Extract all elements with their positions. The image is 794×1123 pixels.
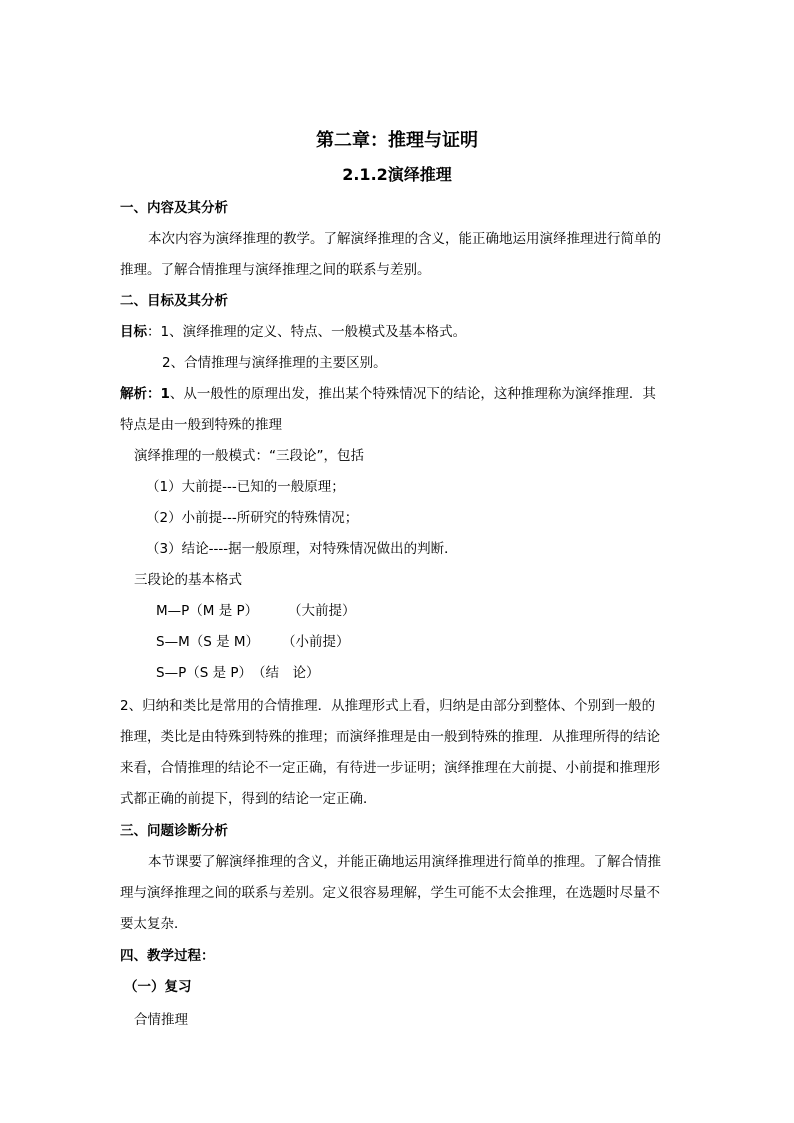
point2-line-2: 推理，类比是由特殊到特殊的推理；而演绎推理是由一般到特殊的推理．从推理所得的结论 [120,729,660,745]
section2-heading: 二、目标及其分析 [120,293,228,309]
analysis-number: ：1 [147,386,170,402]
analysis-text-1: 、从一般性的原理出发，推出某个特殊情况下的结论，这种推理称为演绎推理．其 [169,386,656,402]
format-row-1-expr: M—P（M 是 P） [156,603,259,619]
mode-item-3: （3）结论----据一般原理，对特殊情况做出的判断． [146,541,458,557]
format-row-1-note: （大前提） [288,603,356,619]
analysis-label: 解析 [120,386,147,402]
chapter-title: 第二章：推理与证明 [316,130,478,151]
point2-line-1: 2、归纳和类比是常用的合情推理．从推理形式上看，归纳是由部分到整体、个别到一般的 [120,698,656,714]
goal-line-1 [120,322,466,342]
section1-paragraph-line-1: 本次内容为演绎推理的教学。了解演绎推理的含义，能正确地运用演绎推理进行简单的 [148,231,661,247]
mode-item-1: （1）大前提---已知的一般原理； [146,479,345,495]
section3-line-3: 要太复杂． [120,916,188,932]
section1-paragraph-line-2: 推理。了解合情推理与演绎推理之间的联系与差别。 [120,262,431,278]
format-row-2-expr: S—M（S 是 M） [156,634,260,650]
format-row-3-note: （结 论） [252,665,320,681]
section-title: 2.1.2演绎推理 [342,165,452,184]
goal-item-1: ：1、演绎推理的定义、特点、一般模式及基本格式。 [147,324,467,340]
format-intro: 三段论的基本格式 [134,572,242,588]
section4-item: 合情推理 [134,1012,188,1028]
format-row-2-note: （小前提） [282,634,350,650]
section4-heading: 四、教学过程： [120,948,215,964]
analysis-line-2: 特点是由一般到特殊的推理 [120,417,282,433]
section1-heading: 一、内容及其分析 [120,200,228,216]
format-row-3-expr: S—P（S 是 P） [156,665,253,681]
mode-intro: 演绎推理的一般模式：“三段论”，包括 [134,448,364,464]
point2-line-4: 式都正确的前提下，得到的结论一定正确． [120,791,377,807]
goal-item-2: 2、合情推理与演绎推理的主要区别。 [162,355,387,371]
section4-subheading: （一）复习 [124,979,192,995]
analysis-line-1 [120,384,656,404]
mode-item-2: （2）小前提---所研究的特殊情况； [146,510,359,526]
section3-line-2: 理与演绎推理之间的联系与差别。定义很容易理解，学生可能不太会推理，在选题时尽量不 [120,885,660,901]
goal-label: 目标 [120,324,147,340]
section3-line-1: 本节课要了解演绎推理的含义，并能正确地运用演绎推理进行简单的推理。了解合情推 [148,854,661,870]
point2-line-3: 来看，合情推理的结论不一定正确，有待进一步证明；演绎推理在大前提、小前提和推理形 [120,760,660,776]
section3-heading: 三、问题诊断分析 [120,823,228,839]
